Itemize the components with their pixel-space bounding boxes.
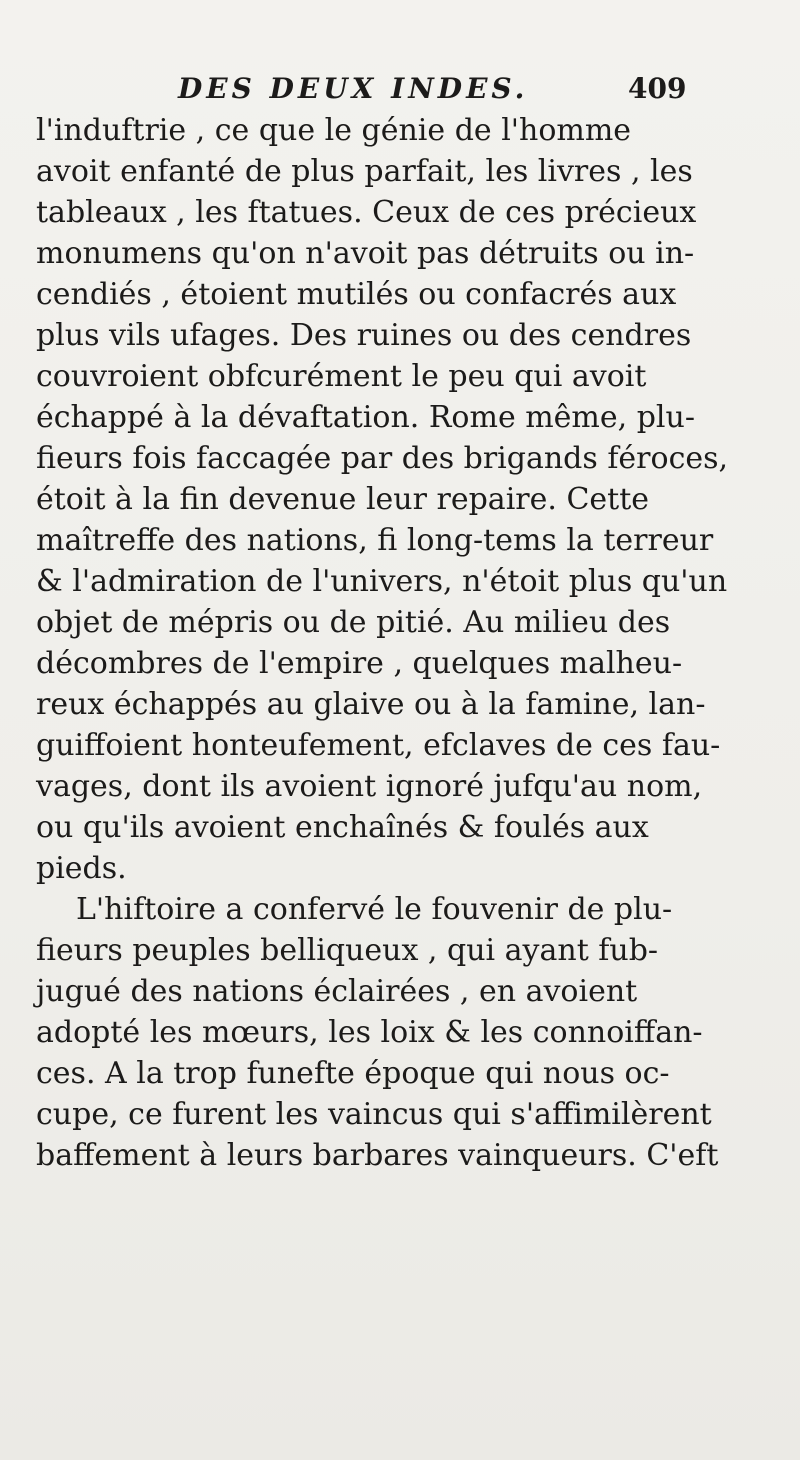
- running-head-title: DES DEUX INDES.: [178, 72, 529, 105]
- text-line: guiffoient honteufement, efclaves de ces fau-: [36, 728, 721, 763]
- text-line: ces. A la trop funefte époque qui nous oc-: [36, 1056, 670, 1091]
- text-line: baffement à leurs barbares vainqueurs. C'eft: [36, 1138, 719, 1173]
- text-line: vages, dont ils avoient ignoré jufqu'au nom,: [36, 769, 703, 804]
- page-number: 409: [628, 72, 687, 105]
- text-line: objet de mépris ou de pitié. Au milieu des: [36, 605, 671, 640]
- text-line: avoit enfanté de plus parfait, les livres , les: [36, 154, 693, 189]
- text-line: reux échappés au glaive ou à la famine, lan-: [36, 687, 706, 722]
- text-line: adopté les mœurs, les loix & les connoiffan-: [36, 1015, 703, 1050]
- text-line: décombres de l'empire , quelques malheu-: [36, 646, 683, 681]
- text-line: ou qu'ils avoient enchaînés & foulés aux: [36, 810, 649, 845]
- text-line: couvroient obfcurément le peu qui avoit: [36, 359, 647, 394]
- text-line: pieds.: [36, 851, 127, 886]
- paragraph-start-line: L'hiftoire a confervé le fouvenir de plu-: [76, 892, 673, 927]
- text-line: cupe, ce furent les vaincus qui s'affimilèrent: [36, 1097, 712, 1132]
- body-text: [36, 110, 796, 1176]
- text-line: maîtreffe des nations, fi long-tems la terreur: [36, 523, 714, 558]
- text-line: fieurs fois faccagée par des brigands féroces,: [36, 441, 729, 476]
- text-line: cendiés , étoient mutilés ou confacrés aux: [36, 277, 677, 312]
- text-line: étoit à la fin devenue leur repaire. Cette: [36, 482, 650, 517]
- text-line: monumens qu'on n'avoit pas détruits ou in-: [36, 236, 695, 271]
- text-line: plus vils ufages. Des ruines ou des cendres: [36, 318, 692, 353]
- text-line: fieurs peuples belliqueux , qui ayant fub-: [36, 933, 659, 968]
- text-line: tableaux , les ftatues. Ceux de ces précieux: [36, 195, 697, 230]
- text-line: l'induftrie , ce que le génie de l'homme: [36, 113, 632, 148]
- text-line: jugué des nations éclairées , en avoient: [36, 974, 638, 1009]
- text-line: & l'admiration de l'univers, n'étoit plus qu'un: [36, 564, 728, 599]
- running-head: [0, 72, 800, 112]
- text-line: échappé à la dévaftation. Rome même, plu-: [36, 400, 695, 435]
